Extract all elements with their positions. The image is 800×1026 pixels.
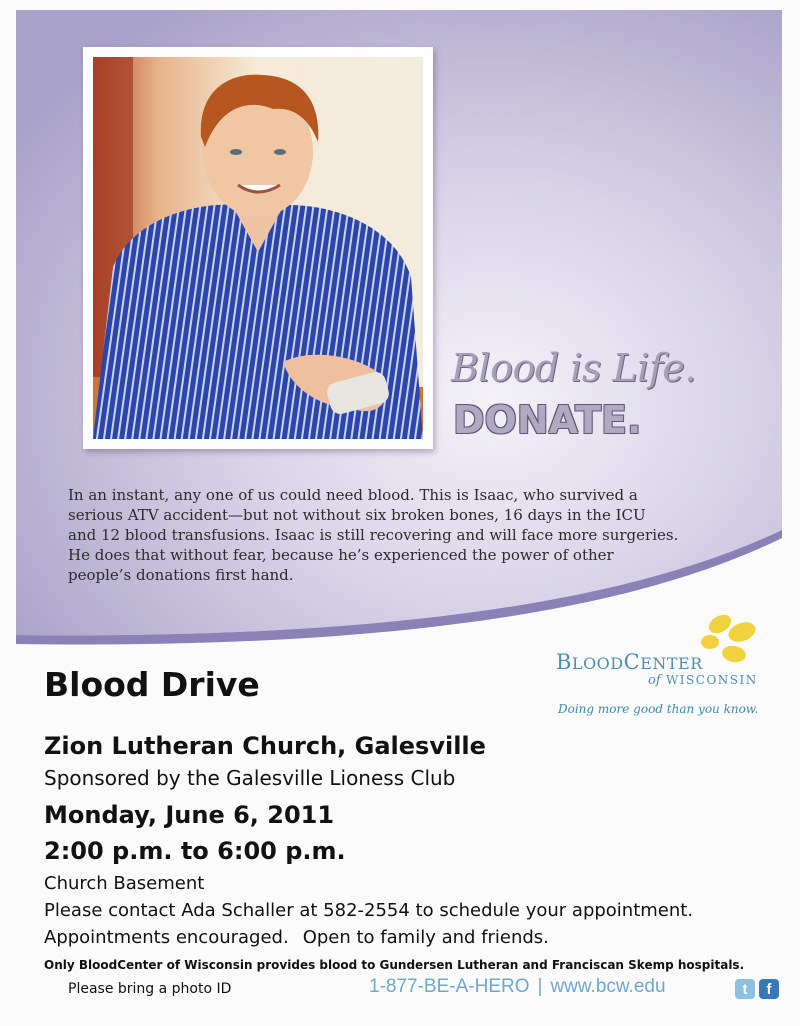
donate-heading: DONATE. (453, 398, 642, 442)
logo-name: BLOODCENTER (556, 650, 703, 674)
separator: | (537, 976, 543, 997)
flower-icon (698, 610, 768, 670)
hero-panel (16, 10, 782, 650)
hospital-notice: Only BloodCenter of Wisconsin provides blood to Gundersen Lutheran and Franciscan Skemp hospitals. (44, 958, 745, 972)
contact-line (369, 976, 666, 998)
logo-slogan: Doing more good than you know. (558, 702, 759, 716)
story-line: serious ATV accident—but not without six broken bones, 16 days in the ICU (68, 506, 646, 524)
story-line: people’s donations first hand. (68, 566, 294, 584)
bloodcenter-logo (556, 610, 776, 720)
sponsor: Sponsored by the Galesville Lioness Club (44, 766, 456, 790)
event-location: Church Basement (44, 873, 205, 894)
phone-number[interactable]: 1-877-BE-A-HERO (369, 976, 530, 997)
photo-id-note: Please bring a photo ID (68, 981, 232, 997)
twitter-icon[interactable]: t (735, 979, 755, 999)
story-line: and 12 blood transfusions. Isaac is still recovering and will face more surgeries. (68, 526, 679, 544)
blood-drive-heading: Blood Drive (44, 665, 260, 704)
isaac-photo (93, 57, 423, 439)
logo-subtitle: of WISCONSIN (648, 673, 758, 688)
event-time: 2:00 p.m. to 6:00 p.m. (44, 837, 346, 865)
venue: Zion Lutheran Church, Galesville (44, 732, 486, 760)
event-date: Monday, June 6, 2011 (44, 801, 335, 829)
isaac-photo-frame (83, 47, 433, 449)
isaac-story (68, 485, 728, 585)
story-line: In an instant, any one of us could need blood. This is Isaac, who survived a (68, 486, 638, 504)
appointment-note: Appointments encouraged. Open to family and friends. (44, 927, 549, 948)
tagline: Blood is Life. (451, 346, 696, 390)
website-link[interactable]: www.bcw.edu (550, 976, 666, 997)
contact-info: Please contact Ada Schaller at 582-2554 to schedule your appointment. (44, 900, 694, 921)
facebook-icon[interactable]: f (759, 979, 779, 999)
story-line: He does that without fear, because he’s experienced the power of other (68, 546, 614, 564)
